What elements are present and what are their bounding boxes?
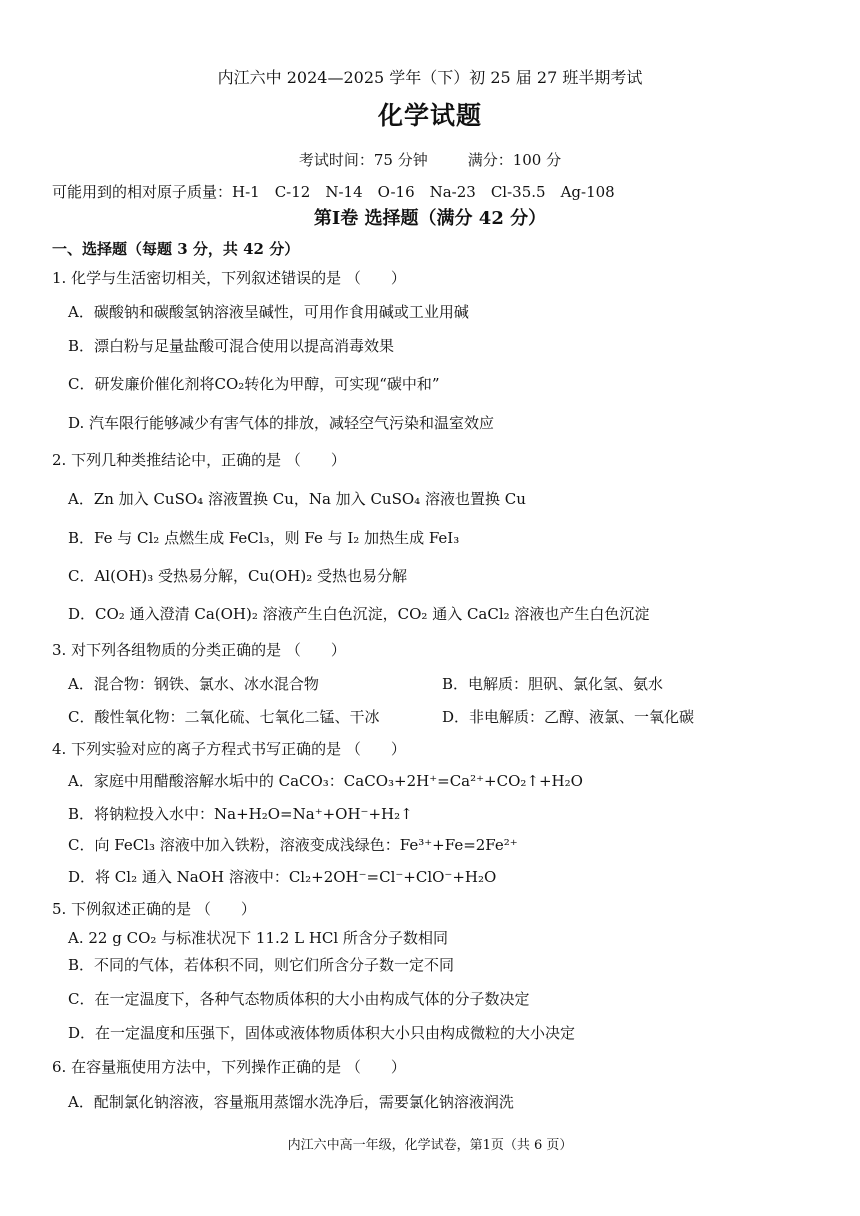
question-4-stem: 4. 下列实验对应的离子方程式书写正确的是 （ ） bbox=[52, 740, 406, 758]
question-6-stem: 6. 在容量瓶使用方法中，下列操作正确的是 （ ） bbox=[52, 1058, 406, 1076]
exam-meta bbox=[0, 150, 860, 170]
question-1-option-c: C．研发廉价催化剂将CO₂转化为甲醇，可实现“碳中和” bbox=[68, 375, 440, 393]
exam-header-title: 内江六中 2024—2025 学年（下）初 25 届 27 班半期考试 bbox=[217, 68, 643, 87]
question-4-option-c: C．向 FeCl₃ 溶液中加入铁粉，溶液变成浅绿色：Fe³⁺+Fe=2Fe²⁺ bbox=[68, 836, 518, 854]
section-title: 一、选择题（每题 3 分，共 42 分） bbox=[52, 240, 300, 258]
question-5-option-d: D．在一定温度和压强下，固体或液体物质体积大小只由构成微粒的大小决定 bbox=[68, 1024, 576, 1042]
question-1-option-b: B．漂白粉与足量盐酸可混合使用以提高消毒效果 bbox=[68, 337, 395, 355]
question-1-stem: 1. 化学与生活密切相关，下列叙述错误的是 （ ） bbox=[52, 269, 406, 287]
question-2-stem: 2. 下列几种类推结论中，正确的是 （ ） bbox=[52, 451, 346, 469]
subject-title: 化学试题 bbox=[377, 101, 482, 130]
question-3-option-c: C．酸性氧化物：二氧化硫、七氧化二锰、干冰 bbox=[68, 708, 380, 726]
question-3-option-a: A．混合物：钢铁、氯水、冰水混合物 bbox=[68, 675, 319, 693]
question-5-option-a: A. 22 g CO₂ 与标准状况下 11.2 L HCl 所含分子数相同 bbox=[68, 929, 448, 947]
question-1-option-a: A．碳酸钠和碳酸氢钠溶液呈碱性，可用作食用碱或工业用碱 bbox=[68, 303, 469, 321]
question-5-option-c: C．在一定温度下，各种气态物质体积的大小由构成气体的分子数决定 bbox=[68, 990, 530, 1008]
atomic-masses: 可能用到的相对原子质量：H-1 C-12 N-14 O-16 Na-23 Cl-35.5 Ag-108 bbox=[52, 183, 615, 201]
question-2-option-d: D．CO₂ 通入澄清 Ca(OH)₂ 溶液产生白色沉淀，CO₂ 通入 CaCl₂ 溶液也产生白色沉淀 bbox=[68, 605, 650, 623]
question-5-option-b: B．不同的气体，若体积不同，则它们所含分子数一定不同 bbox=[68, 956, 455, 974]
question-4-option-a: A．家庭中用醋酸溶解水垢中的 CaCO₃：CaCO₃+2H⁺=Ca²⁺+CO₂↑+H₂O bbox=[68, 772, 583, 790]
question-4-option-d: D．将 Cl₂ 通入 NaOH 溶液中：Cl₂+2OH⁻=Cl⁻+ClO⁻+H₂O bbox=[68, 868, 497, 886]
question-1-option-d: D. 汽车限行能够减少有害气体的排放，减轻空气污染和温室效应 bbox=[68, 414, 495, 432]
question-2-option-b: B．Fe 与 Cl₂ 点燃生成 FeCl₃，则 Fe 与 I₂ 加热生成 FeI₃ bbox=[68, 529, 460, 547]
question-3-stem: 3. 对下列各组物质的分类正确的是 （ ） bbox=[52, 641, 346, 659]
question-5-stem: 5. 下例叙述正确的是 （ ） bbox=[52, 900, 256, 918]
question-3-option-d: D．非电解质：乙醇、液氯、一氧化碳 bbox=[442, 708, 695, 726]
question-3-option-b: B．电解质：胆矾、氯化氢、氨水 bbox=[442, 675, 664, 693]
question-6-option-a: A．配制氯化钠溶液，容量瓶用蒸馏水洗净后，需要氯化钠溶液润洗 bbox=[68, 1093, 514, 1111]
part-title: 第Ⅰ卷 选择题（满分 42 分） bbox=[313, 208, 547, 229]
question-4-option-b: B．将钠粒投入水中：Na+H₂O=Na⁺+OH⁻+H₂↑ bbox=[68, 805, 413, 823]
exam-score: 满分：100 分 bbox=[467, 151, 562, 169]
exam-time: 考试时间：75 分钟 bbox=[298, 151, 428, 169]
question-2-option-a: A．Zn 加入 CuSO₄ 溶液置换 Cu，Na 加入 CuSO₄ 溶液也置换 Cu bbox=[68, 490, 526, 508]
page-footer: 内江六中高一年级，化学试卷，第1页（共 6 页） bbox=[287, 1138, 573, 1153]
question-2-option-c: C．Al(OH)₃ 受热易分解，Cu(OH)₂ 受热也易分解 bbox=[68, 567, 407, 585]
